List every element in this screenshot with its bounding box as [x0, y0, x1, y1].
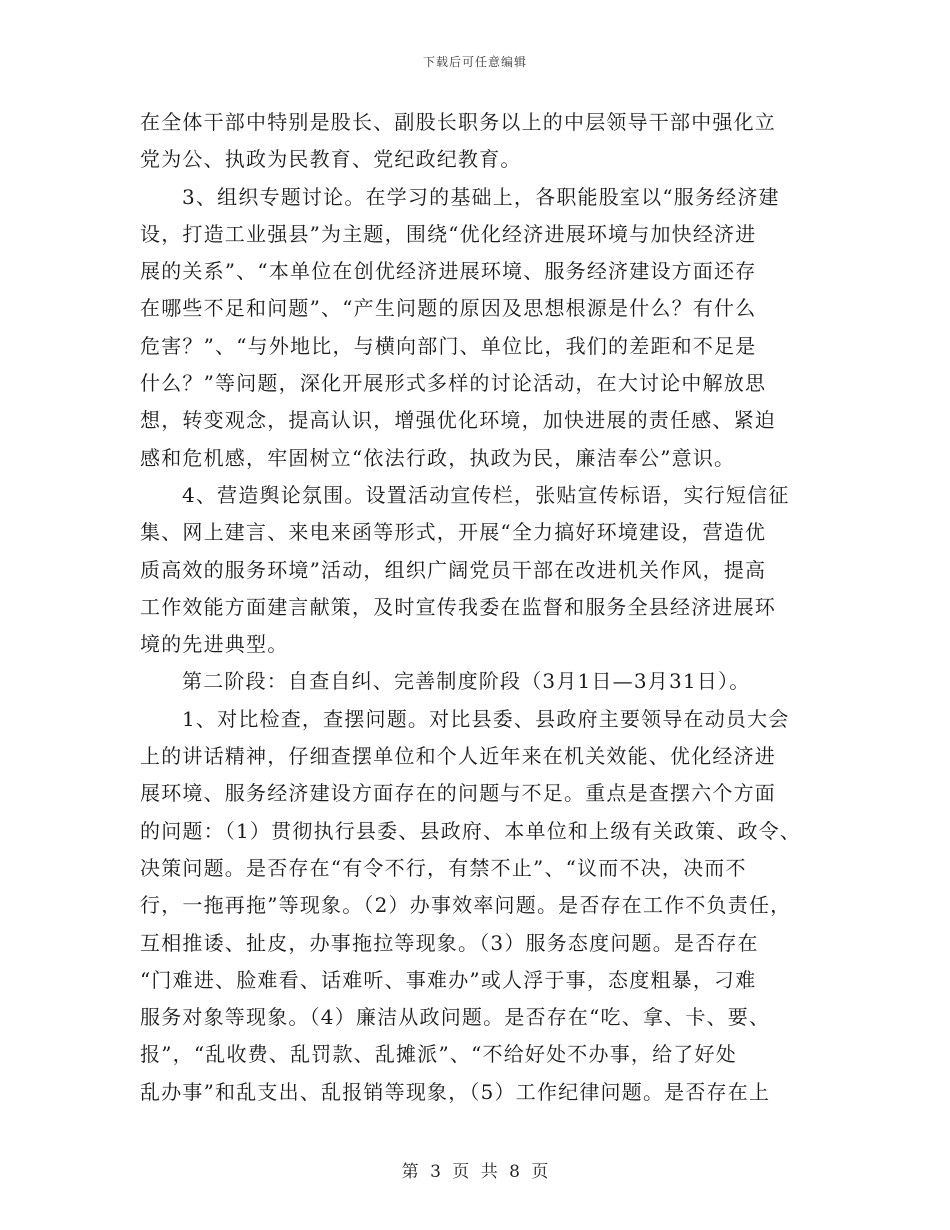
text-line-2: 党为公、执政为民教育、党纪政纪教育。 — [140, 147, 522, 172]
text-line-18: 上的讲话精神，仔细查摆单位和个人近年来在机关效能、优化经济进 — [140, 744, 776, 769]
text-line-24: “门难进、脸难看、话难听、事难办”或人浮于事，态度粗暴，刁难 — [140, 967, 757, 992]
text-line-10: 感和危机感，牢固树立“依法行政，执政为民，廉洁奉公”意识。 — [140, 445, 736, 470]
text-line-15: 境的先进典型。 — [140, 632, 289, 657]
text-line-23: 互相推诿、扯皮，办事拖拉等现象。（3）服务态度问题。是否存在 — [140, 930, 759, 955]
text-line-12: 集、网上建言、来电来函等形式，开展“全力搞好环境建设，营造优 — [140, 520, 767, 545]
page-header: 下载后可任意编辑 — [422, 55, 527, 69]
document-body — [140, 104, 812, 1111]
text-line-5: 展的关系”、“本单位在创优经济进展环境、服务经济建设方面还存 — [140, 259, 757, 284]
text-line-25: 服务对象等现象。（4）廉洁从政问题。是否存在“吃、拿、卡、要、 — [140, 1005, 771, 1030]
text-line-9: 想，转变观念，提高认识，增强优化环境，加快进展的责任感、紧迫 — [140, 408, 776, 433]
page-number: 第 3 页 共 8 页 — [401, 1162, 549, 1182]
text-line-16: 第二阶段：自查自纠、完善制度阶段（3月1日—3月31日）。 — [182, 669, 751, 694]
text-line-13: 质高效的服务环境”活动，组织广阔党员干部在改进机关作风，提高 — [140, 557, 767, 582]
text-line-3: 3、组织专题讨论。在学习的基础上，各职能股室以“服务经济建 — [182, 184, 780, 209]
text-line-1: 在全体干部中特别是股长、副股长职务以上的中层领导干部中强化立 — [140, 110, 776, 134]
text-line-14: 工作效能方面建言献策，及时宣传我委在监督和服务全县经济进展环 — [140, 594, 776, 619]
text-line-8: 什么？”等问题，深化开展形式多样的讨论活动，在大讨论中解放思 — [140, 371, 767, 396]
text-line-26: 报”，“乱收费、乱罚款、乱摊派”、“不给好处不办事，给了好处 — [140, 1042, 737, 1067]
text-line-19: 展环境、服务经济建设方面存在的问题与不足。重点是查摆六个方面 — [140, 781, 776, 806]
text-line-17: 1、对比检查，查摆问题。对比县委、县政府主要领导在动员大会 — [182, 706, 790, 731]
text-line-20: 的问题：（1）贯彻执行县委、县政府、本单位和上级有关政策、政令、 — [140, 818, 802, 843]
text-line-6: 在哪些不足和问题”、“产生问题的原因及思想根源是什么？有什么 — [140, 296, 757, 321]
text-line-27: 乱办事”和乱支出、乱报销等现象，（5）工作纪律问题。是否存在上 — [140, 1079, 771, 1104]
text-line-22: 行，一拖再拖”等现象。（2）办事效率问题。是否存在工作不负责任， — [140, 893, 792, 918]
text-line-7: 危害？”、“与外地比，与横向部门、单位比，我们的差距和不足是 — [140, 333, 757, 358]
text-line-21: 决策问题。是否存在“有令不行，有禁不止”、“议而不决，决而不 — [140, 855, 747, 880]
text-line-4: 设，打造工业强县”为主题，围绕“优化经济进展环境与加快经济进 — [140, 221, 757, 246]
text-line-11: 4、营造舆论氛围。设置活动宣传栏，张贴宣传标语，实行短信征 — [182, 482, 790, 507]
